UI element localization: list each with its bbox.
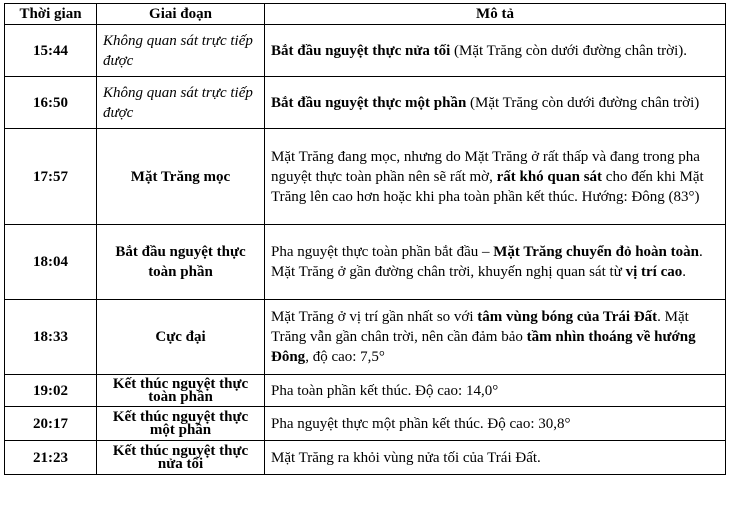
header-time: Thời gian	[5, 4, 97, 25]
description-text: . Mặt Trăng vẫn gần chân trời, nên cần đảm bảo	[271, 309, 689, 345]
description-emphasis: vị trí cao	[625, 264, 683, 280]
row-description	[265, 225, 726, 300]
description-text: Mặt Trăng ra khỏi vùng nửa tối của Trái Đất.	[271, 449, 541, 466]
row-phase: Kết thúc nguyệt thực toàn phần	[97, 375, 265, 407]
row-time: 16:50	[5, 77, 97, 129]
row-time: 18:04	[5, 225, 97, 300]
eclipse-table-wrapper	[4, 3, 726, 475]
description-text: , độ cao: 7,5°	[305, 349, 385, 365]
row-description	[265, 300, 726, 375]
table-row	[5, 129, 726, 225]
table-row	[5, 77, 726, 129]
row-description	[265, 25, 726, 77]
description-emphasis: rất khó quan sát	[496, 168, 603, 185]
header-row	[5, 4, 726, 25]
row-time: 20:17	[5, 407, 97, 441]
table-row	[5, 225, 726, 300]
row-time: 19:02	[5, 375, 97, 407]
row-description	[265, 129, 726, 225]
header-phase: Giai đoạn	[97, 4, 265, 25]
description-emphasis: tâm vùng bóng của Trái Đất	[477, 309, 658, 325]
row-phase: Bắt đầu nguyệt thực toàn phần	[97, 225, 265, 300]
description-text: (Mặt Trăng còn dưới đường chân trời)	[466, 94, 700, 111]
row-time: 18:33	[5, 300, 97, 375]
header-description: Mô tả	[265, 4, 726, 25]
description-text: Pha nguyệt thực toàn phần bắt đầu –	[271, 244, 494, 260]
description-emphasis: Bắt đầu nguyệt thực nửa tối	[271, 42, 451, 59]
description-text: Mặt Trăng đang mọc, nhưng do Mặt Trăng ở rất thấp và đang trong pha nguyệt thực toàn phần nên sẽ rất mờ,	[271, 148, 700, 185]
description-emphasis: tầm nhìn thoáng về hướng Đông	[271, 329, 696, 365]
table-row	[5, 25, 726, 77]
row-time: 15:44	[5, 25, 97, 77]
description-text: Pha toàn phần kết thúc. Độ cao: 14,0°	[271, 382, 499, 399]
table-row	[5, 300, 726, 375]
table-row	[5, 375, 726, 407]
row-phase: Mặt Trăng mọc	[97, 129, 265, 225]
eclipse-timeline-table	[4, 3, 726, 475]
row-description	[265, 441, 726, 475]
description-emphasis: Bắt đầu nguyệt thực một phần	[271, 94, 467, 111]
row-phase: Kết thúc nguyệt thực một phần	[97, 407, 265, 441]
row-phase: Kết thúc nguyệt thực nửa tối	[97, 441, 265, 475]
row-description	[265, 77, 726, 129]
description-emphasis: Mặt Trăng chuyển đỏ hoàn toàn	[493, 244, 699, 260]
row-phase: Không quan sát trực tiếp được	[97, 25, 265, 77]
row-phase: Cực đại	[97, 300, 265, 375]
description-text: Mặt Trăng ở vị trí gần nhất so với	[271, 309, 478, 325]
row-description	[265, 407, 726, 441]
row-time: 21:23	[5, 441, 97, 475]
description-text: cho đến khi Mặt Trăng lên cao hơn hoặc khi pha toàn phần kết thúc. Hướng: Đông (83°)	[271, 168, 704, 205]
row-time: 17:57	[5, 129, 97, 225]
table-row	[5, 407, 726, 441]
row-phase: Không quan sát trực tiếp được	[97, 77, 265, 129]
description-text: .	[682, 264, 687, 280]
row-description	[265, 375, 726, 407]
description-text: (Mặt Trăng còn dưới đường chân trời).	[450, 42, 687, 59]
table-row	[5, 441, 726, 475]
description-text: Pha nguyệt thực một phần kết thúc. Độ cao: 30,8°	[271, 415, 571, 432]
description-text: . Mặt Trăng ở gần đường chân trời, khuyến nghị quan sát từ	[271, 244, 703, 280]
